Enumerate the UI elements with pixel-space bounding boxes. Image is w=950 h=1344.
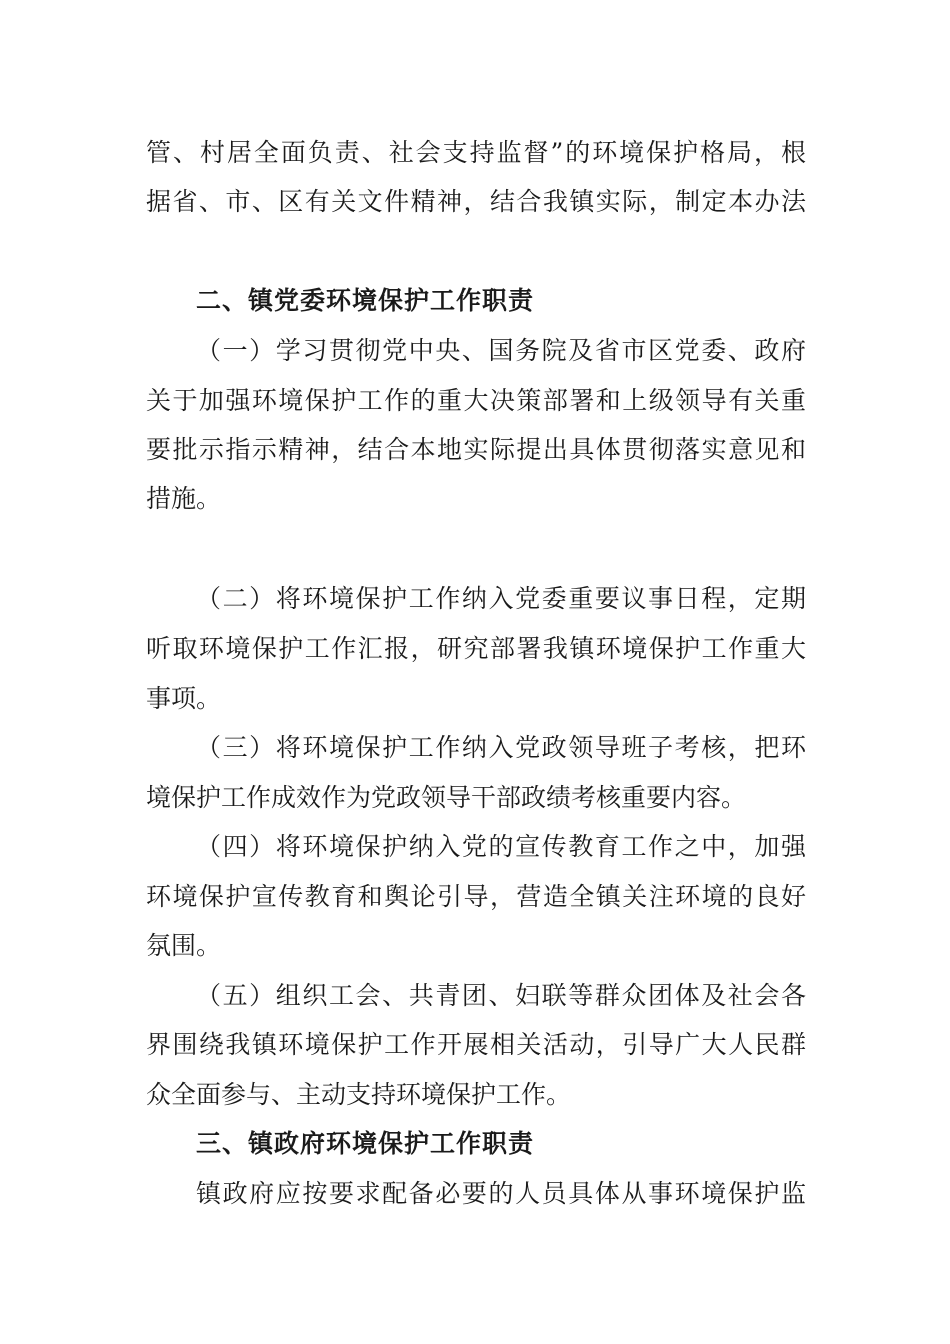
paragraph-line: 境保护工作成效作为党政领导干部政绩考核重要内容。 xyxy=(146,783,747,812)
paragraph-line: （二）将环境保护工作纳入党委重要议事日程，定期 xyxy=(196,584,806,613)
paragraph-line: 事项。 xyxy=(146,684,222,713)
paragraph-line: （三）将环境保护工作纳入党政领导班子考核，把环 xyxy=(196,733,806,762)
section-heading: 二、镇党委环境保护工作职责 xyxy=(196,286,535,315)
paragraph-line: 据省、市、区有关文件精神，结合我镇实际，制定本办法 xyxy=(146,187,806,216)
section-heading: 三、镇政府环境保护工作职责 xyxy=(196,1129,535,1158)
paragraph-line: 镇政府应按要求配备必要的人员具体从事环境保护监 xyxy=(196,1179,806,1208)
paragraph-line: 要批示指示精神，结合本地实际提出具体贯彻落实意见和 xyxy=(146,435,806,464)
paragraph-line: （一）学习贯彻党中央、国务院及省市区党委、政府 xyxy=(196,336,806,365)
paragraph-line: 措施。 xyxy=(146,484,222,513)
paragraph-line: （四）将环境保护纳入党的宣传教育工作之中，加强 xyxy=(196,832,806,861)
paragraph-line: 管、村居全面负责、社会支持监督”的环境保护格局，根 xyxy=(146,138,806,167)
paragraph-line: 界围绕我镇环境保护工作开展相关活动，引导广大人民群 xyxy=(146,1030,806,1059)
paragraph-line: （五）组织工会、共青团、妇联等群众团体及社会各 xyxy=(196,981,806,1010)
paragraph-line: 听取环境保护工作汇报，研究部署我镇环境保护工作重大 xyxy=(146,634,806,663)
paragraph-line: 关于加强环境保护工作的重大决策部署和上级领导有关重 xyxy=(146,386,806,415)
paragraph-line: 环境保护宣传教育和舆论引导，营造全镇关注环境的良好 xyxy=(146,882,806,911)
paragraph-line: 氛围。 xyxy=(146,931,222,960)
paragraph-line: 众全面参与、主动支持环境保护工作。 xyxy=(146,1080,572,1109)
